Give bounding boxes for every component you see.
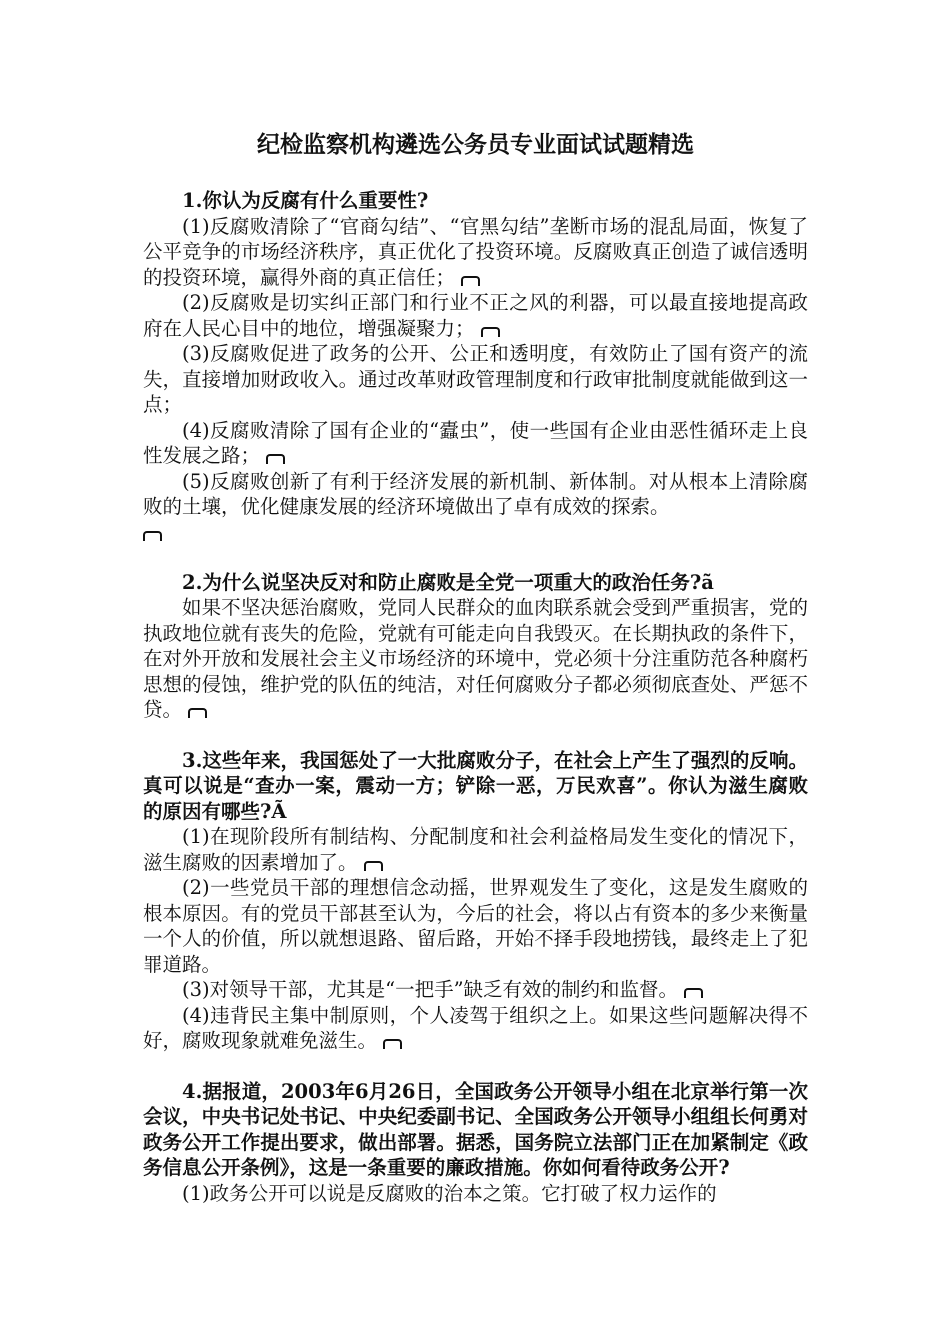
answer-paragraph: (3)对领导干部，尤其是“一把手”缺乏有效的制约和监督。 <box>143 977 808 1003</box>
paragraph-mark-icon <box>188 708 207 718</box>
question-heading: 3.这些年来，我国惩处了一大批腐败分子，在社会上产生了强烈的反响。真可以说是“查办一案，震动一方；铲除一恶，万民欢喜”。你认为滋生腐败的原因有哪些?Ã <box>143 748 808 823</box>
paragraph-mark-icon <box>684 988 703 998</box>
answer-paragraph: 如果不坚决惩治腐败，党同人民群众的血肉联系就会受到严重损害，党的执政地位就有丧失的危险，党就有可能走向自我毁灭。在长期执政的条件下，在对外开放和发展社会主义市场经济的环境中，党必须十分注重防范各种腐朽思想的侵蚀，维护党的队伍的纯洁，对任何腐败分子都必须彻底查处、严惩不贷。 <box>143 596 808 721</box>
answer-paragraph: (1)在现阶段所有制结构、分配制度和社会利益格局发生变化的情况下，滋生腐败的因素增加了。 <box>143 825 808 874</box>
paragraph-mark-icon <box>364 861 383 871</box>
question-section-1 <box>143 188 808 545</box>
answer-paragraph: (4)反腐败清除了国有企业的“蠹虫”，使一些国有企业由恶性循环走上良性发展之路； <box>143 418 808 467</box>
answer-paragraph: (1)政务公开可以说是反腐败的治本之策。它打破了权力运作的 <box>182 1181 717 1205</box>
question-heading: 1.你认为反腐有什么重要性? <box>182 189 429 212</box>
answer-paragraph: (3)反腐败促进了政务的公开、公正和透明度，有效防止了国有资产的流失，直接增加财政收入。通过改革财政管理制度和行政审批制度就能做到这一点； <box>143 342 808 416</box>
answer-paragraph: (2)一些党员干部的理想信念动摇，世界观发生了变化，这是发生腐败的根本原因。有的党员干部甚至认为，今后的社会，将以占有资本的多少来衡量一个人的价值，所以就想退路、留后路，开始不择手段地捞钱，最终走上了犯罪道路。 <box>143 876 808 976</box>
answer-paragraph: (2)反腐败是切实纠正部门和行业不正之风的利器，可以最直接地提高政府在人民心目中的地位，增强凝聚力； <box>143 291 808 340</box>
paragraph-mark-icon <box>383 1039 402 1049</box>
document-title: 纪检监察机构遴选公务员专业面试试题精选 <box>257 131 694 158</box>
document-page <box>143 130 808 1231</box>
answer-paragraph: (5)反腐败创新了有利于经济发展的新机制、新体制。对从根本上清除腐败的土壤，优化健康发展的经济环境做出了卓有成效的探索。 <box>143 469 808 518</box>
paragraph-mark-icon <box>461 276 480 286</box>
paragraph-mark-icon <box>266 454 285 464</box>
question-section-4 <box>143 1079 808 1207</box>
question-heading: 2.为什么说坚决反对和防止腐败是全党一项重大的政治任务?ã <box>182 570 714 594</box>
question-section-2 <box>143 570 808 723</box>
paragraph-mark-icon <box>143 531 162 541</box>
question-heading: 4.据报道，2003年6月26日，全国政务公开领导小组在北京举行第一次会议，中央书记处书记、中央纪委副书记、全国政务公开领导小组组长何勇对政务公开工作提出要求，做出部署。据悉，国务院立法部门正在加紧制定《政务信息公开条例》，这是一条重要的廉政措施。你如何看待政务公开? <box>143 1079 808 1179</box>
question-section-3 <box>143 748 808 1054</box>
answer-paragraph: (4)违背民主集中制原则，个人凌驾于组织之上。如果这些问题解决得不好，腐败现象就难免滋生。 <box>143 1003 808 1052</box>
answer-paragraph: (1)反腐败清除了“官商勾结”、“官黑勾结”垄断市场的混乱局面，恢复了公平竞争的市场经济秩序，真正优化了投资环境。反腐败真正创造了诚信透明的投资环境，赢得外商的真正信任； <box>143 214 808 289</box>
paragraph-mark-icon <box>481 327 500 337</box>
